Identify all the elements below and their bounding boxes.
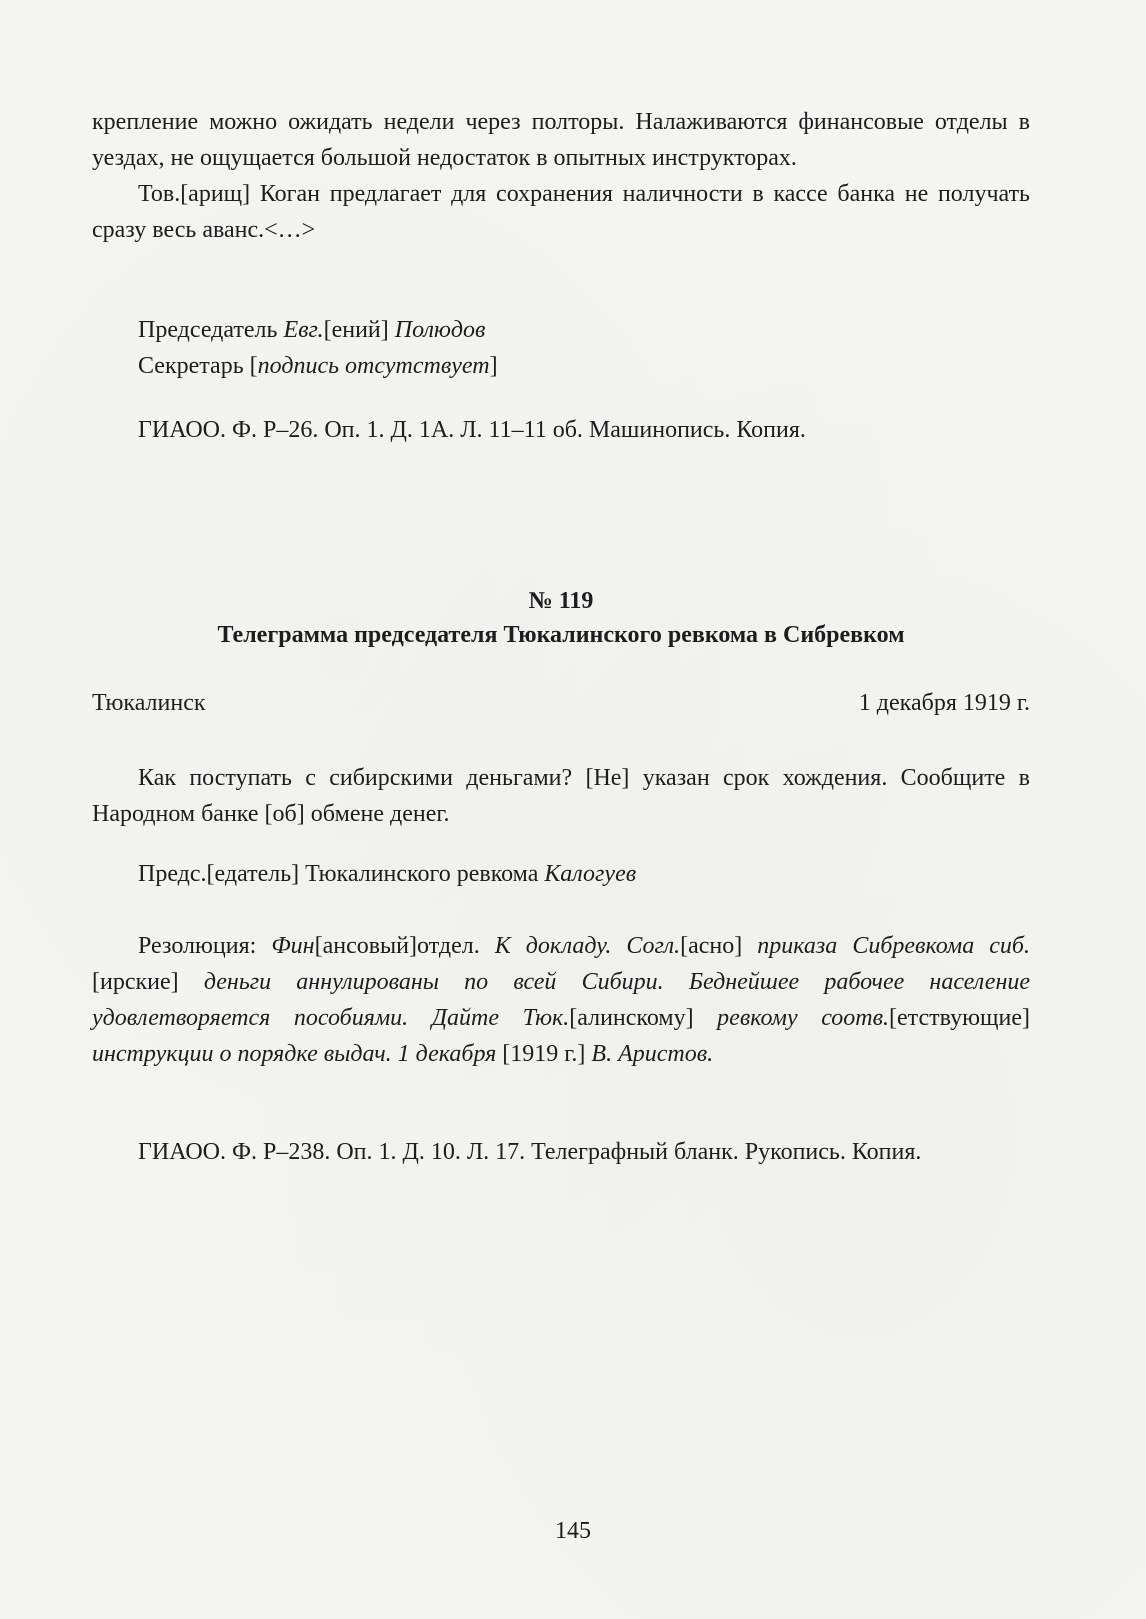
signer-line: Предс.[едатель] Тюкалинского ревкома Калогуев: [138, 861, 637, 887]
archive-reference-2: ГИАОО. Ф. Р–238. Оп. 1. Д. 10. Л. 17. Телеграфный бланк. Рукопись. Копия.: [138, 1139, 922, 1165]
telegram-text: Как поступать с сибирскими деньгами? [Не] указан срок хождения. Сообщите в Народном банке [об] обмене денег.: [92, 765, 1030, 827]
document-number: № 119: [528, 588, 594, 614]
place: Тюкалинск: [92, 690, 206, 716]
telegram-signer: [92, 856, 1030, 892]
page-number: 145: [555, 1518, 591, 1544]
continued-paragraph: крепление можно ожидать недели через полторы. Налаживаются финансовые отделы в уездах, не ощущается большой недостаток в опытных инструкторах.: [92, 109, 1030, 171]
place-date-line: [92, 690, 1030, 717]
secretary-signature: Секретарь [подпись отсутствует]: [138, 353, 498, 379]
archive-source-2: [92, 1134, 1030, 1170]
archive-reference: ГИАОО. Ф. Р–26. Оп. 1. Д. 1А. Л. 11–11 об. Машинопись. Копия.: [138, 417, 806, 443]
signatures-block: [92, 312, 1030, 384]
archive-source-1: [92, 412, 1030, 448]
chairman-signature: Председатель Евг.[ений] Полюдов: [138, 317, 486, 343]
telegram-body: [92, 760, 1030, 832]
document-title: Телеграмма председателя Тюкалинского ревкома в Сибревком: [217, 622, 905, 648]
continued-text-block: [92, 104, 1030, 248]
resolution-text: Резолюция: Фин[ансовый]отдел. К докладу. Согл.[асно] приказа Сибревкома сиб.[ирские] деньги аннулированы по всей Сибири. Беднейшее рабочее население удовлетворяется пособиями. Дайте Тюк.[алинскому] ревкому соотв.[етствующие] инструкции о порядке выдач. 1 декабря [1919 г.] В. Аристов.: [92, 933, 1031, 1067]
kogan-paragraph: Тов.[арищ] Коган предлагает для сохранения наличности в кассе банка не получать сразу весь аванс.<…>: [92, 181, 1030, 243]
date: 1 декабря 1919 г.: [858, 690, 1030, 716]
resolution-block: [92, 928, 1030, 1072]
